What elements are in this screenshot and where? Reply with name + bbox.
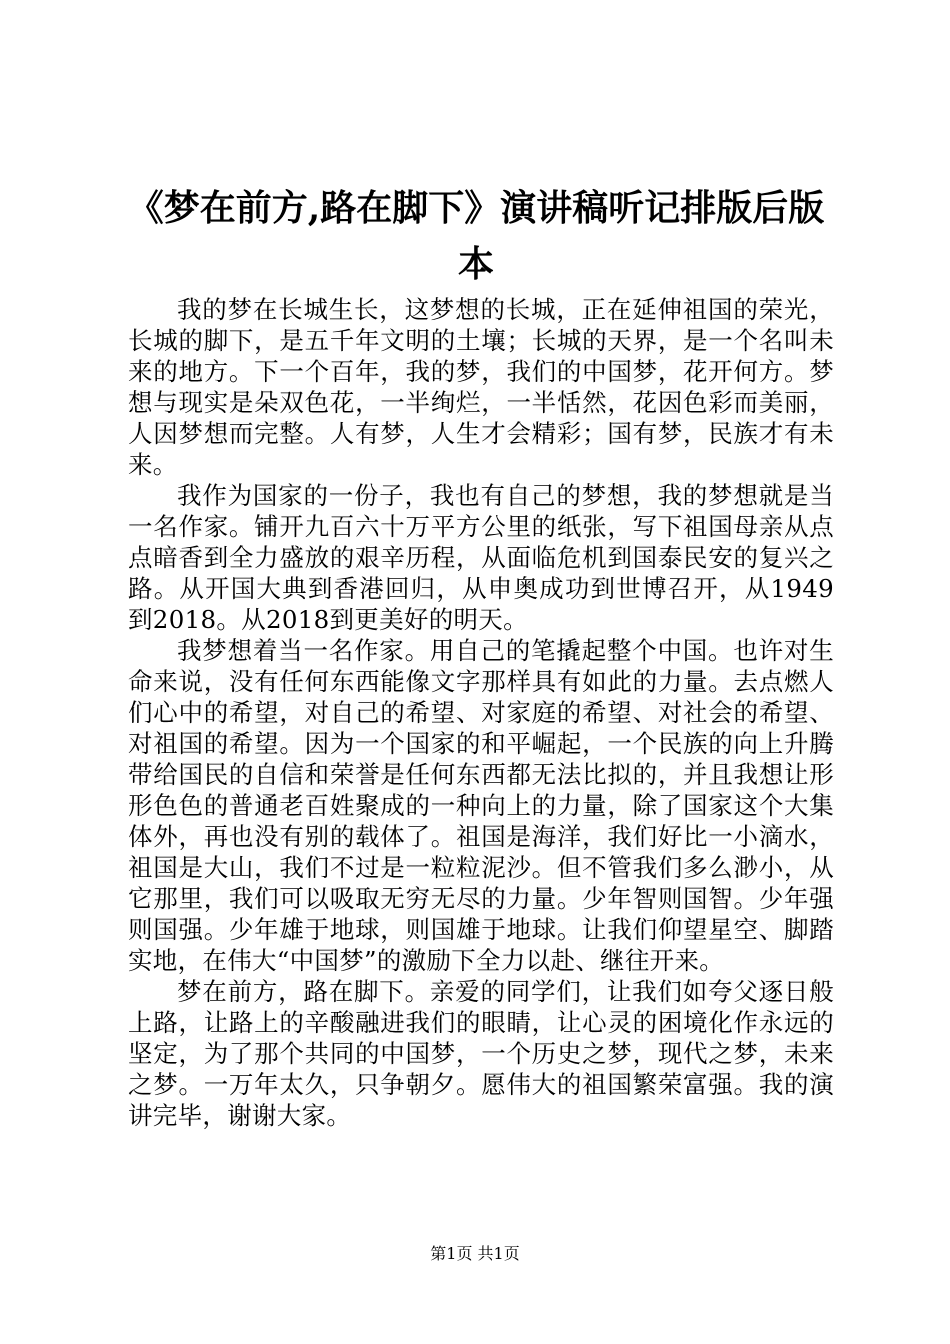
document-title: 《梦在前方,路在脚下》演讲稿听记排版后版本 xyxy=(127,187,825,285)
document-body xyxy=(128,294,834,1131)
paragraph-3: 我梦想着当一名作家。用自己的笔撬起整个中国。也许对生命来说，没有任何东西能像文字那样具有如此的力量。去点燃人们心中的希望，对自己的希望、对家庭的希望、对社会的希望、对祖国的希望。因为一个国家的和平崛起，一个民族的向上升腾带给国民的自信和荣誉是任何东西都无法比拟的，并且我想让形形色色的普通老百姓聚成的一种向上的力量，除了国家这个大集体外，再也没有别的载体了。祖国是海洋，我们好比一小滴水，祖国是大山，我们不过是一粒粒泥沙。但不管我们多么渺小，从它那里，我们可以吸取无穷无尽的力量。少年智则国智。少年强则国强。少年雄于地球，则国雄于地球。让我们仰望星空、脚踏实地，在伟大“中国梦”的激励下全力以赴、继往开来。 xyxy=(128,636,834,975)
paragraph-2: 我作为国家的一份子，我也有自己的梦想，我的梦想就是当一名作家。铺开九百六十万平方公里的纸张，写下祖国母亲从点点暗香到全力盛放的艰辛历程，从面临危机到国泰民安的复兴之路。从开国大典到香港回归，从申奥成功到世博召开，从1949到2018。从2018到更美好的明天。 xyxy=(128,481,834,634)
page-footer: 第1页 共1页 xyxy=(430,1244,520,1263)
paragraph-4: 梦在前方，路在脚下。亲爱的同学们，让我们如夸父逐日般上路，让路上的辛酸融进我们的眼睛，让心灵的困境化作永远的坚定，为了那个共同的中国梦，一个历史之梦，现代之梦，未来之梦。一万年太久，只争朝夕。愿伟大的祖国繁荣富强。我的演讲完毕，谢谢大家。 xyxy=(128,977,834,1130)
paragraph-1: 我的梦在长城生长，这梦想的长城，正在延伸祖国的荣光，长城的脚下，是五千年文明的土壤；长城的天界，是一个名叫未来的地方。下一个百年，我的梦，我们的中国梦，花开何方。梦想与现实是朵双色花，一半绚烂，一半恬然，花因色彩而美丽，人因梦想而完整。人有梦，人生才会精彩；国有梦，民族才有未来。 xyxy=(128,295,834,479)
